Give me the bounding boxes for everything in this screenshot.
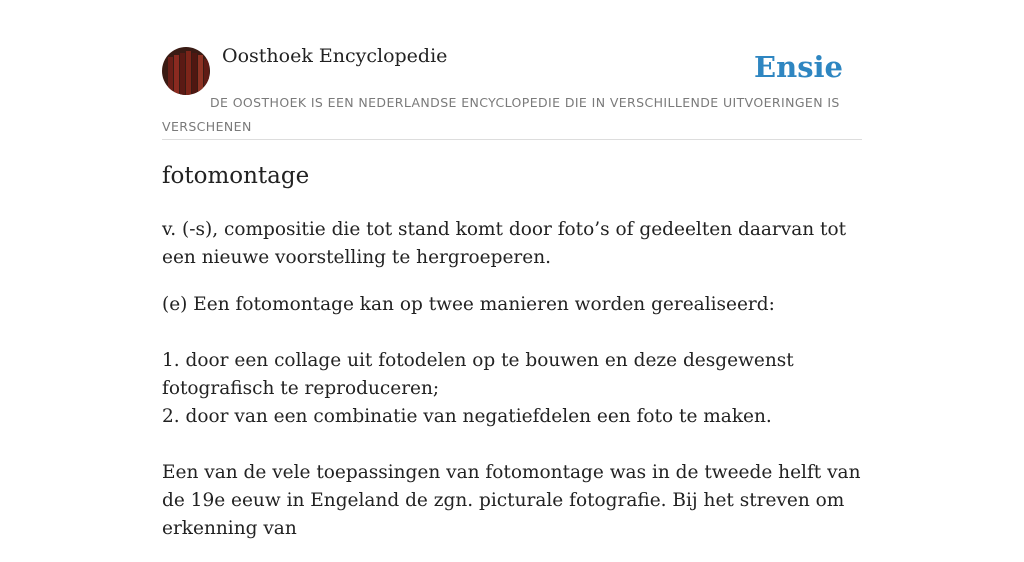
source-description: DE OOSTHOEK IS EEN NEDERLANDSE ENCYCLOPEDIE DIE IN VERSCHILLENDE UITVOERINGEN IS VERSCHENEN bbox=[162, 95, 840, 134]
article-title: fotomontage bbox=[162, 163, 310, 189]
method-paragraph bbox=[162, 291, 862, 543]
blank-line bbox=[162, 431, 862, 459]
method-intro: (e) Een fotomontage kan op twee manieren worden gerealiseerd: bbox=[162, 294, 775, 315]
method-item-2: 2. door van een combinatie van negatiefdelen een foto te maken. bbox=[162, 406, 772, 427]
definition-paragraph: v. (-s), compositie die tot stand komt door foto’s of gedeelten daarvan tot een nieuwe voorstelling te hergroeperen. bbox=[162, 219, 847, 268]
source-title[interactable]: Oosthoek Encyclopedie bbox=[222, 45, 448, 67]
page bbox=[162, 0, 862, 539]
article-body bbox=[162, 216, 862, 562]
ensie-logo-link[interactable]: Ensie bbox=[754, 50, 843, 84]
blank-line bbox=[162, 319, 862, 347]
header-divider bbox=[162, 139, 862, 140]
history-paragraph: Een van de vele toepassingen van fotomontage was in de tweede helft van de 19e eeuw in Engeland de zgn. picturale fotografie. Bij het streven om erkenning van bbox=[162, 462, 861, 539]
source-avatar[interactable] bbox=[162, 47, 210, 95]
method-item-1: 1. door een collage uit fotodelen op te bouwen en deze desgewenst fotografisch te reproduceren; bbox=[162, 350, 794, 399]
